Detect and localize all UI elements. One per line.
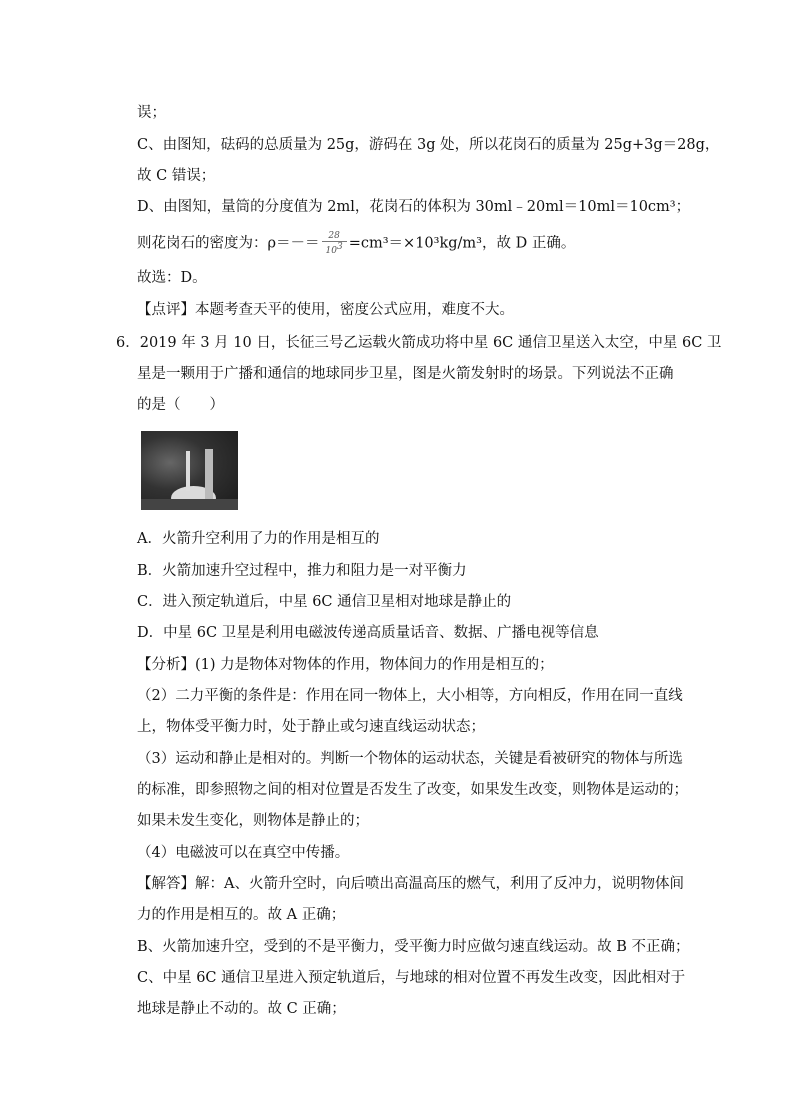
text-line: C、由图知，砝码的总质量为 25g，游码在 3g 处，所以花岗石的质量为 25g+3g＝28g，: [137, 137, 720, 153]
solution-line: 地球是静止不动的。故 C 正确；: [137, 1001, 346, 1017]
rocket-shape: [186, 451, 190, 491]
text-line: 故 C 错误；: [137, 168, 216, 184]
solution-line: C、中星 6C 通信卫星进入预定轨道后，与地球的相对位置不再发生改变，因此相对于: [137, 970, 686, 986]
rocket-launch-photo: [141, 431, 238, 510]
analysis-line: （3）运动和静止是相对的。判断一个物体的运动状态，关键是看被研究的物体与所选: [137, 751, 683, 767]
ground-shape: [141, 499, 238, 510]
option-b: B．火箭加速升空过程中，推力和阻力是一对平衡力: [137, 563, 467, 579]
fraction: [322, 231, 347, 256]
analysis-line: （4）电磁波可以在真空中传播。: [137, 845, 350, 861]
analysis-line: 【分析】(1) 力是物体对物体的作用，物体间力的作用是相互的；: [137, 657, 554, 673]
text-line: D、由图知，量筒的分度值为 2ml，花岗石的体积为 30ml﹣20ml＝10ml＝10cm³；: [137, 199, 691, 215]
launch-tower-shape: [205, 449, 213, 504]
option-d: D．中星 6C 卫星是利用电磁波传递高质量话音、数据、广播电视等信息: [137, 625, 599, 641]
option-a: A．火箭升空利用了力的作用是相互的: [137, 531, 380, 547]
comment-line: 【点评】本题考查天平的使用，密度公式应用，难度不大。: [137, 302, 514, 318]
fraction-exponent: 3: [336, 242, 343, 252]
formula-prefix: 则花岗石的密度为：ρ＝－＝: [137, 235, 320, 252]
text-line: 误；: [137, 105, 166, 121]
fraction-denominator: 103: [322, 241, 347, 256]
analysis-line: 如果未发生变化，则物体是静止的；: [137, 813, 369, 829]
solution-line: 【解答】解：A、火箭升空时，向后喷出高温高压的燃气，利用了反冲力，说明物体间: [137, 876, 684, 892]
analysis-line: 上，物体受平衡力时，处于静止或匀速直线运动状态；: [137, 719, 485, 735]
analysis-line: 的标准，即参照物之间的相对位置是否发生了改变，如果发生改变，则物体是运动的；: [137, 782, 688, 798]
fraction-numerator: 28: [328, 231, 340, 241]
question-6-stem: 6．2019 年 3 月 10 日，长征三号乙运载火箭成功将中星 6C 通信卫星送入太空，中星 6C 卫: [116, 335, 722, 351]
text-line: 故选：D。: [137, 270, 207, 286]
solution-line: 力的作用是相互的。故 A 正确；: [137, 907, 346, 923]
question-6-stem: 星是一颗用于广播和通信的地球同步卫星，图是火箭发射时的场景。下列说法不正确: [137, 366, 674, 382]
solution-line: B、火箭加速升空，受到的不是平衡力，受平衡力时应做匀速直线运动。故 B 不正确；: [137, 939, 690, 955]
option-c: C．进入预定轨道后，中星 6C 通信卫星相对地球是静止的: [137, 594, 512, 610]
formula-suffix: =cm³＝×10³kg/m³，故 D 正确。: [348, 235, 576, 252]
question-6-stem: 的是（ ）: [137, 397, 224, 413]
analysis-line: （2）二力平衡的条件是：作用在同一物体上，大小相等，方向相反，作用在同一直线: [137, 688, 683, 704]
density-formula-line: [137, 231, 575, 256]
